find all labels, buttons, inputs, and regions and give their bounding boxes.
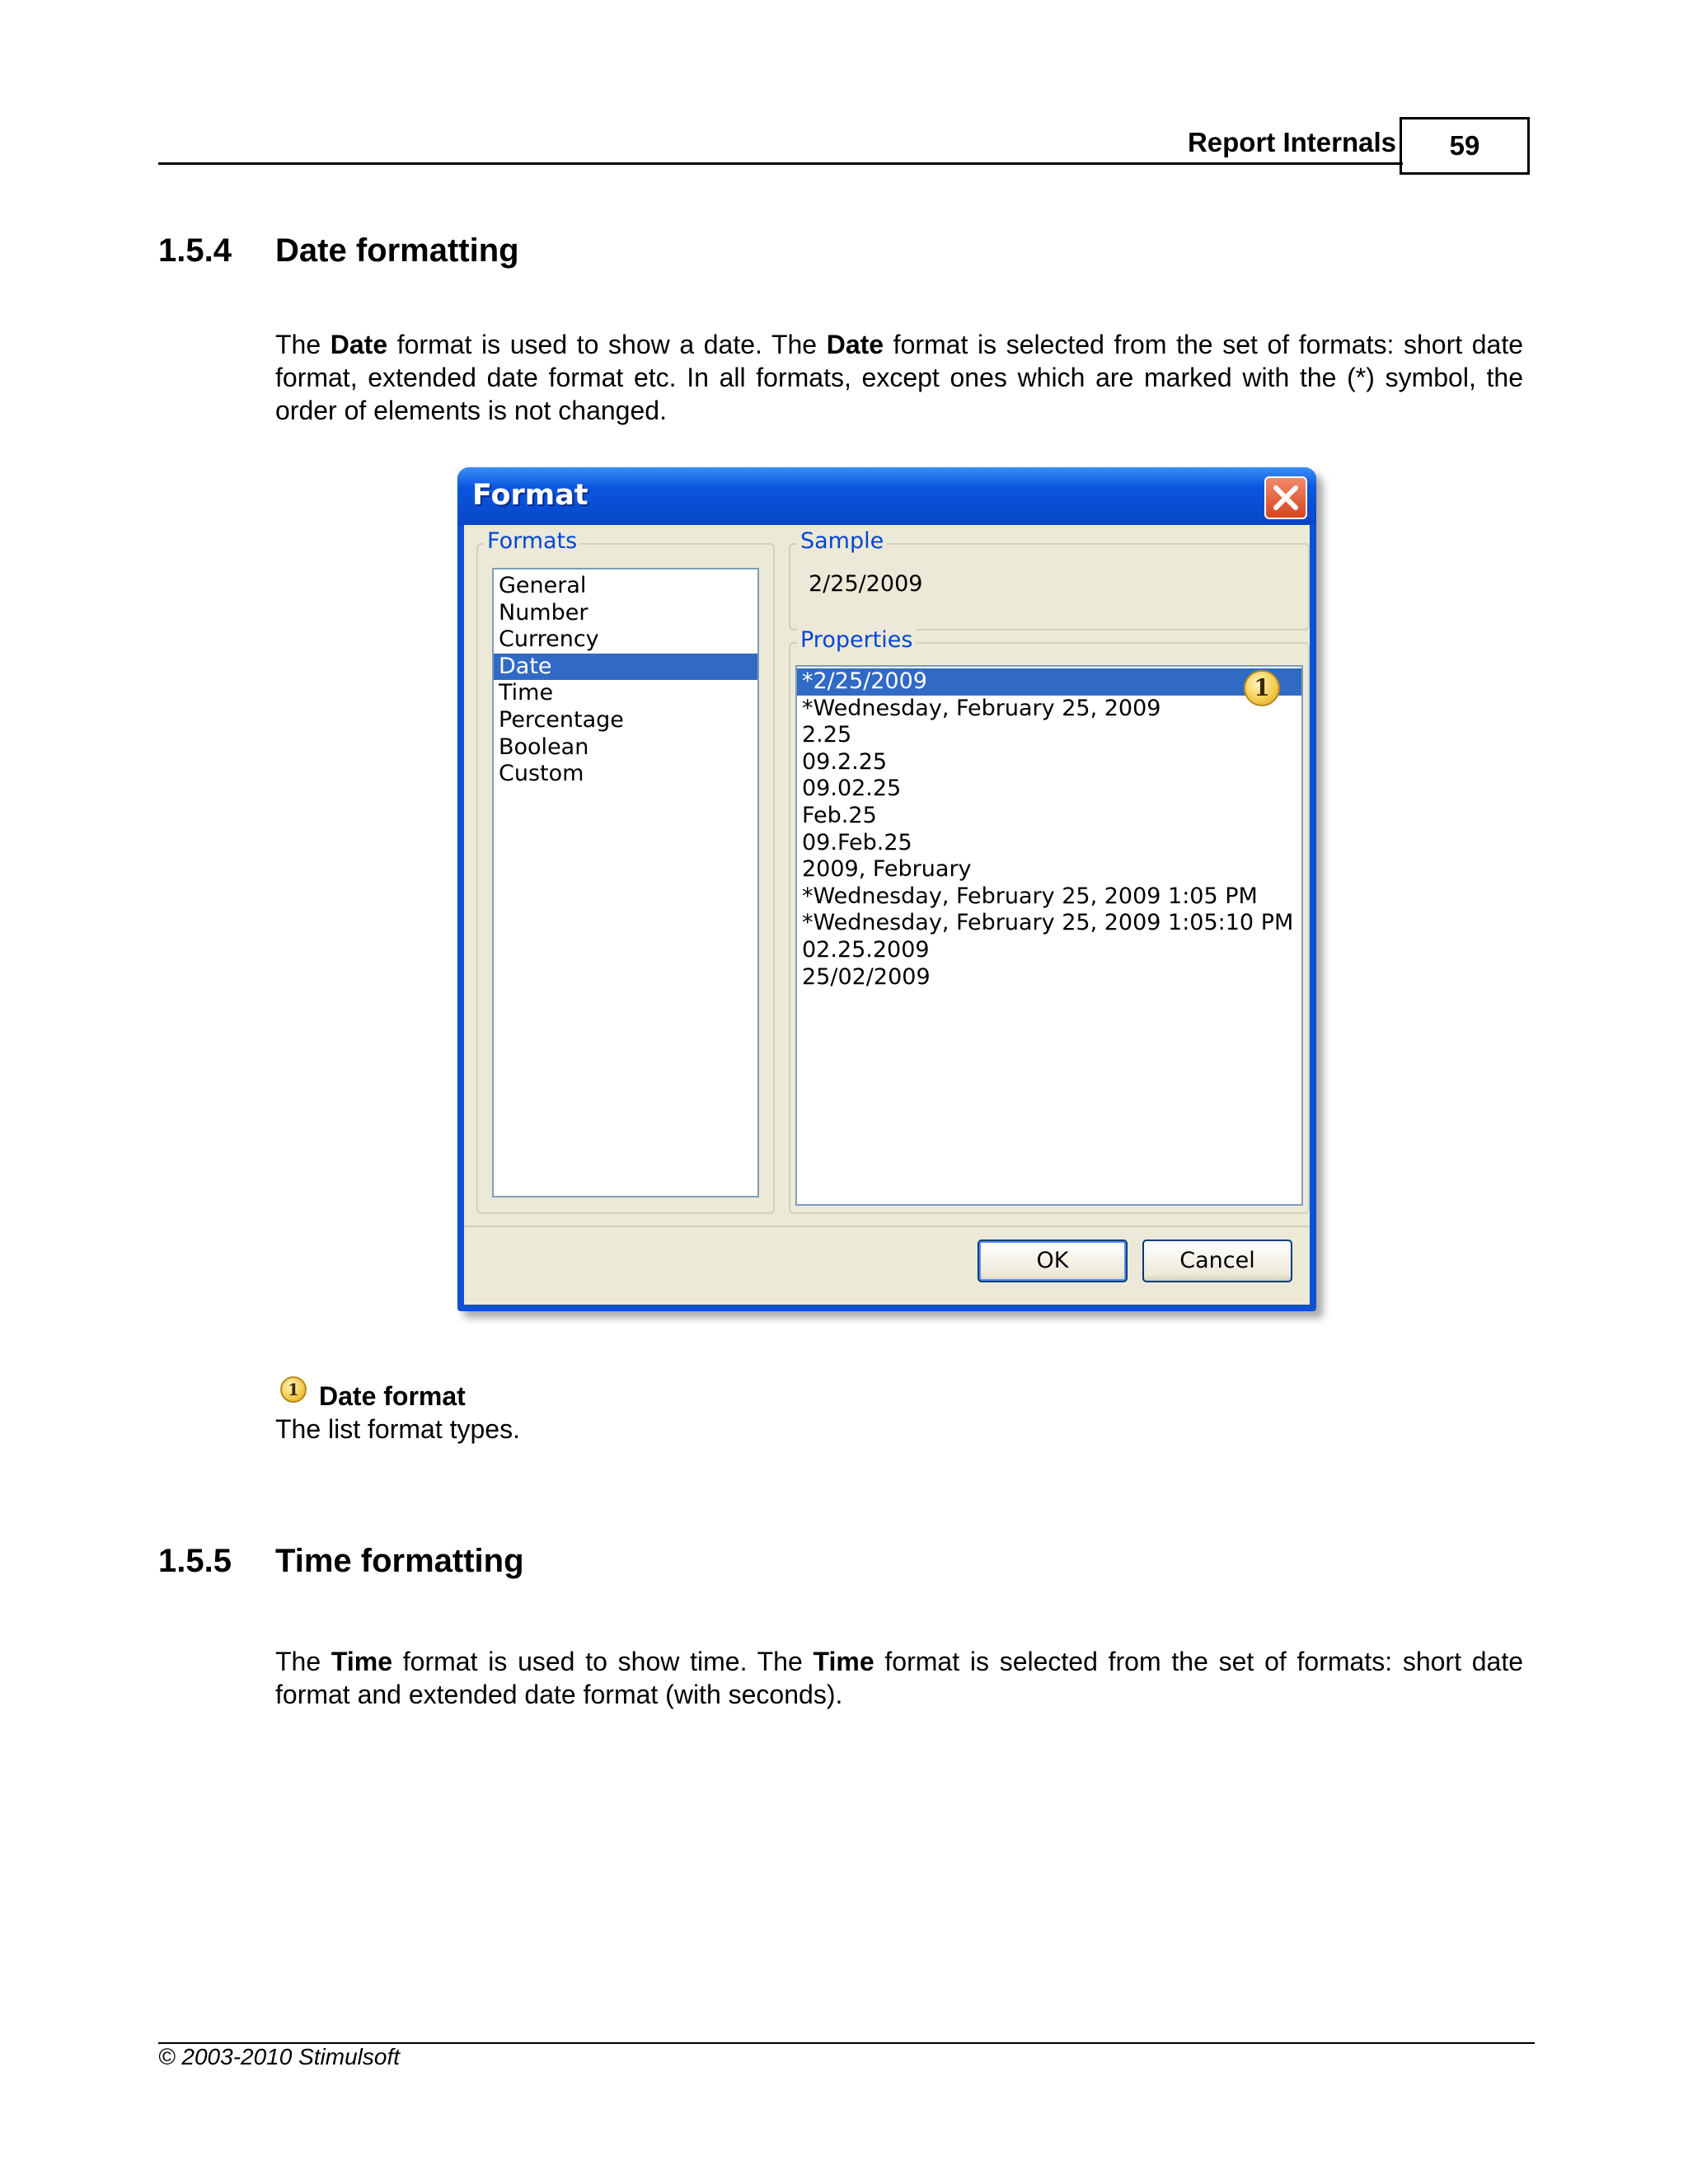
bold-term: Date	[826, 330, 884, 359]
section-number: 1.5.5	[158, 1543, 232, 1579]
text-run: format is selected from the set of formats: short date format and extended date format (with seconds).	[275, 1647, 1524, 1709]
section-title: Time formatting	[275, 1543, 524, 1579]
format-list-item[interactable]: Boolean	[499, 733, 589, 760]
section-title: Date formatting	[275, 232, 519, 269]
property-list-item[interactable]: *2/25/2009	[797, 668, 1301, 696]
properties-group-label: Properties	[797, 627, 916, 653]
property-list-item[interactable]: *Wednesday, February 25, 2009	[802, 695, 1161, 721]
formats-list[interactable]	[492, 568, 759, 1197]
format-list-item[interactable]: Currency	[499, 626, 599, 653]
dialog-title: Format	[472, 479, 588, 512]
property-list-item[interactable]: 2009, February	[802, 856, 972, 883]
format-list-item[interactable]: Custom	[499, 761, 584, 787]
callout-badge: 1	[1244, 670, 1280, 706]
text-run: The	[275, 330, 331, 359]
property-list-item[interactable]: 09.2.25	[802, 748, 888, 775]
format-list-item[interactable]: Percentage	[499, 706, 624, 733]
note-title: Date format	[319, 1381, 466, 1411]
note-number-badge: 1	[280, 1376, 307, 1403]
property-list-item[interactable]: 09.02.25	[802, 776, 902, 802]
sample-group-label: Sample	[797, 528, 887, 554]
header-rule	[158, 162, 1403, 165]
button-separator	[464, 1226, 1310, 1227]
running-header-title: Report Internals	[1187, 127, 1396, 157]
property-list-item[interactable]: 25/02/2009	[802, 963, 931, 990]
dialog-body	[464, 525, 1310, 1305]
format-list-item[interactable]: Date	[494, 654, 757, 681]
format-list-item[interactable]: Number	[499, 599, 588, 626]
section-paragraph	[275, 328, 1523, 427]
sample-value: 2/25/2009	[809, 571, 923, 597]
text-run: format is selected from the set of formats: short date format, extended date format etc. In all formats, except ones which are marked with the (*) symbol, the order of elements is not changed.	[275, 330, 1523, 425]
property-list-item[interactable]: *Wednesday, February 25, 2009 1:05 PM	[802, 883, 1258, 909]
section-paragraph	[275, 1645, 1523, 1711]
bold-term: Date	[330, 330, 388, 359]
ok-button[interactable]: OK	[978, 1240, 1128, 1282]
close-x-icon	[1266, 478, 1306, 518]
footer-copyright: © 2003-2010 Stimulsoft	[158, 2044, 401, 2069]
dialog-title-bar[interactable]	[457, 467, 1316, 525]
close-button[interactable]	[1264, 476, 1307, 519]
bold-term: Time	[813, 1647, 874, 1676]
format-dialog	[457, 467, 1316, 1311]
property-list-item[interactable]: 02.25.2009	[802, 936, 930, 963]
note-text: The list format types.	[275, 1414, 520, 1444]
properties-list[interactable]	[795, 665, 1303, 1206]
text-run: The	[275, 1647, 331, 1676]
property-list-item[interactable]: Feb.25	[802, 802, 877, 828]
property-list-item[interactable]: *Wednesday, February 25, 2009 1:05:10 PM	[802, 910, 1294, 936]
section-number: 1.5.4	[158, 232, 232, 269]
property-list-item[interactable]: 2.25	[802, 722, 852, 748]
page-number: 59	[1400, 117, 1530, 175]
bold-term: Time	[331, 1647, 393, 1676]
cancel-button[interactable]: Cancel	[1142, 1240, 1292, 1282]
text-run: format is used to show a date. The	[387, 330, 827, 359]
formats-group-label: Formats	[484, 528, 580, 554]
format-list-item[interactable]: General	[499, 573, 587, 598]
format-list-item[interactable]: Time	[499, 680, 554, 706]
property-list-item[interactable]: 09.Feb.25	[802, 829, 912, 855]
text-run: format is used to show time. The	[392, 1647, 814, 1676]
